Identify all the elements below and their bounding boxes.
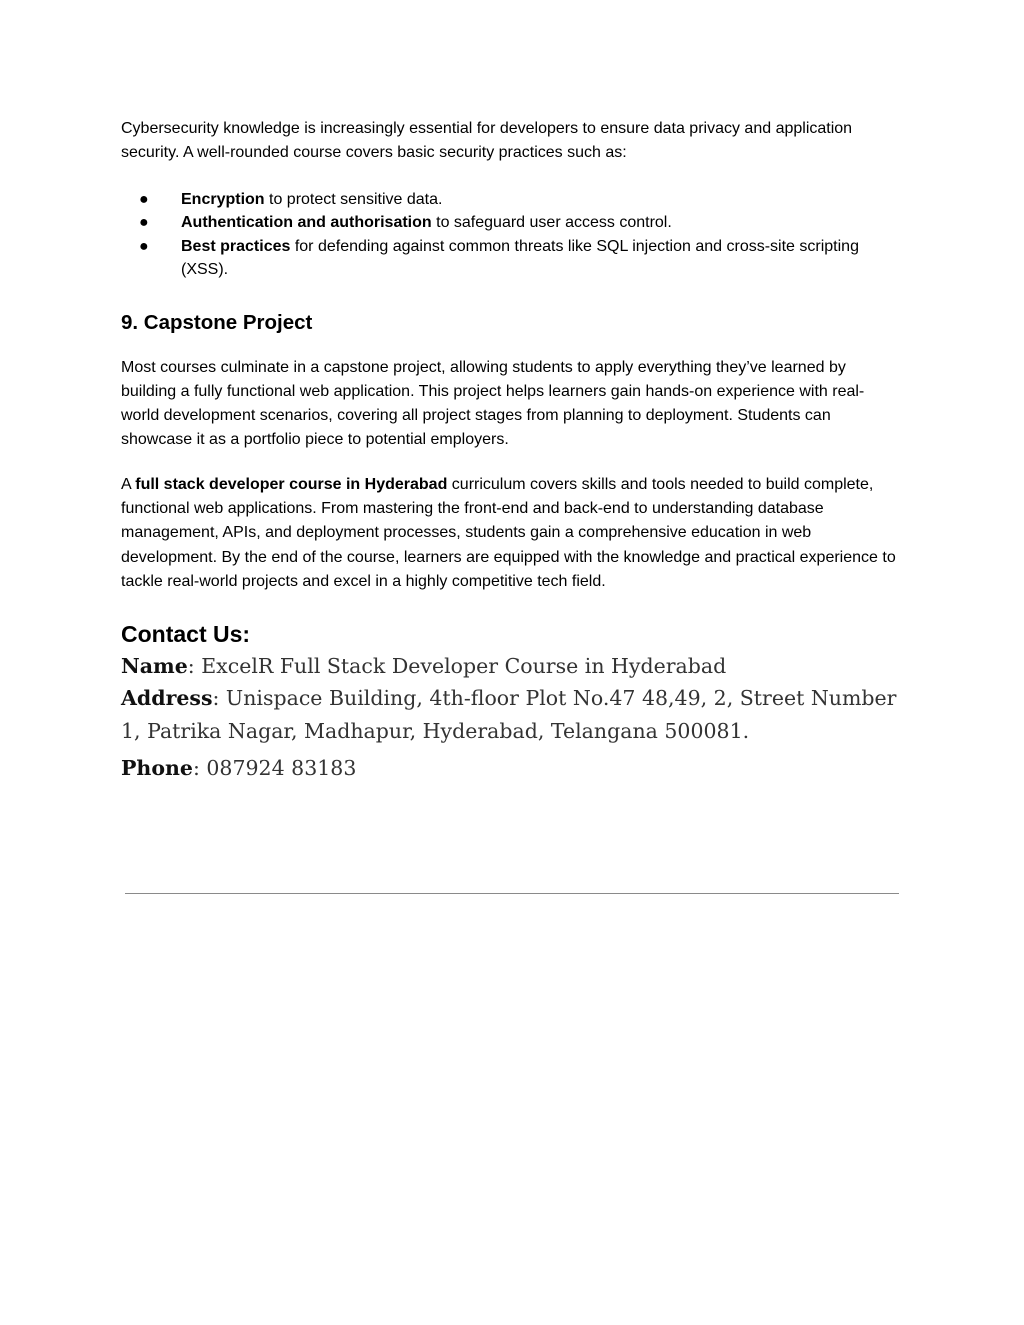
capstone-paragraph: Most courses culminate in a capstone project, allowing students to apply everything they’ve learned by building a fully functional web application. This project helps learners gain hands-on experience with real-world development scenarios, covering all project stages from planning to deployment. Students can showcase it as a portfolio piece to potential employers. [121,358,865,449]
contact-address-line [121,682,901,747]
horizontal-divider [125,893,899,894]
name-label: Name [121,654,188,679]
phone-value: : 087924 83183 [192,756,357,781]
summary-lead: A [121,475,136,493]
bullet-icon: ● [139,190,149,208]
name-value: : ExcelR Full Stack Developer Course in Hyderabad [187,654,727,679]
summary-text: curriculum covers skills and tools needed to build complete, functional web applications. From mastering the front-end and back-end to understanding database management, APIs, and deployment processes, students gain a comprehensive education in web development. By the end of the course, learners are equipped with the knowledge and practical experience to tackle real-world projects and excel in a highly competitive tech field. [121,475,896,590]
document-page [121,117,901,784]
contact-name-line [121,650,901,682]
bullet-icon: ● [139,214,149,232]
list-item-text: for defending against common threats like SQL injection and cross-site scripting (XSS). [181,237,859,279]
address-value: : Unispace Building, 4th-floor Plot No.47 48,49, 2, Street Number 1, Patrika Nagar, Madhapur, Hyderabad, Telangana 500081. [121,686,897,743]
list-item-text: to protect sensitive data. [264,190,443,208]
list-item-term: Best practices [181,237,291,255]
capstone-heading: 9. Capstone Project [121,310,313,334]
list-item-encryption [121,188,901,212]
list-item-authentication [121,211,901,235]
list-item-text: to safeguard user access control. [431,214,672,232]
course-keyword: full stack developer course in Hyderabad [135,475,448,493]
address-label: Address [121,686,213,711]
list-item-term: Encryption [181,190,265,208]
list-item-term: Authentication and authorisation [181,214,432,232]
list-item-best-practices [121,235,901,282]
contact-details [121,650,901,784]
security-practices-list [121,188,901,282]
contact-phone-line [121,752,901,784]
bullet-icon: ● [139,237,149,255]
contact-heading: Contact Us: [121,621,251,648]
summary-paragraph [121,473,901,594]
phone-label: Phone [121,756,193,781]
intro-paragraph: Cybersecurity knowledge is increasingly essential for developers to ensure data privacy and application security. A well-rounded course covers basic security practices such as: [121,120,853,162]
